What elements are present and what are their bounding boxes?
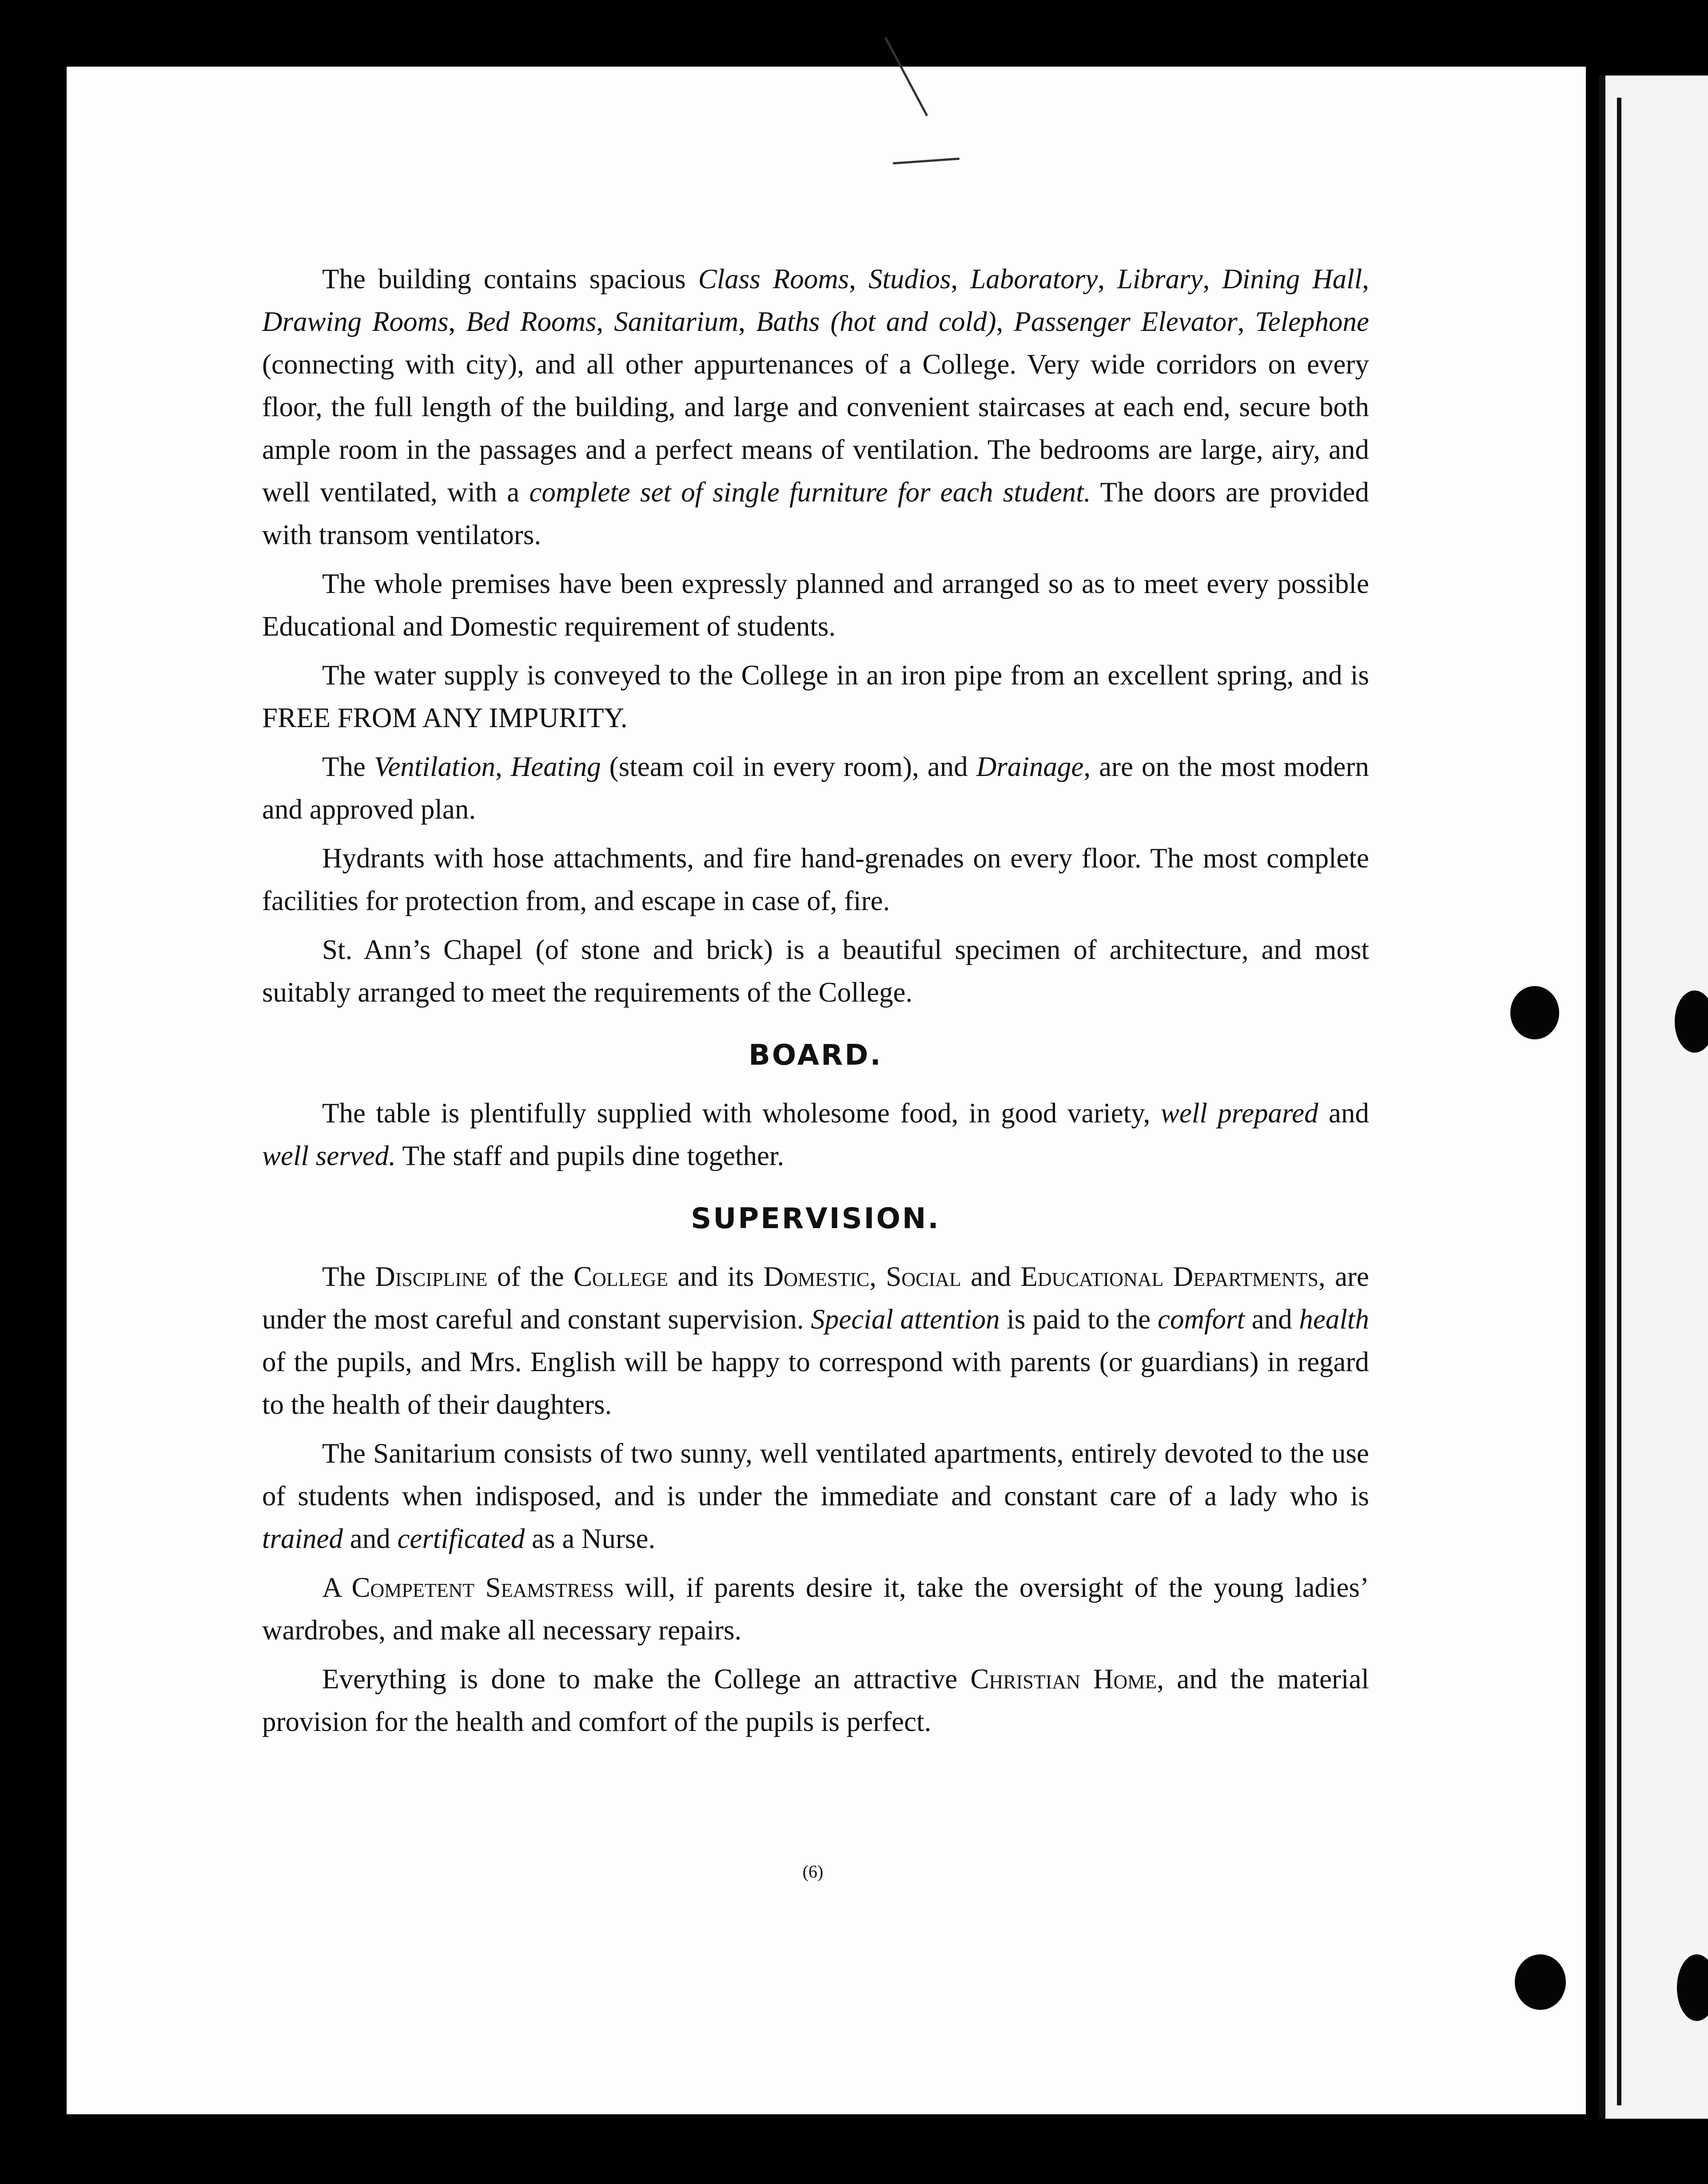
text-run: , (1202, 263, 1222, 294)
italic-text: comfort (1157, 1304, 1245, 1335)
paragraph (262, 1092, 1369, 1177)
supervision-heading: SUPERVISION. (691, 1202, 940, 1235)
italic-text: well prepared (1160, 1098, 1318, 1129)
text-run: , (448, 306, 466, 337)
ink-blot (1515, 1954, 1566, 2010)
small-caps-text: Domestic (763, 1261, 870, 1292)
text-run: The water supply is conveyed to the College in an iron pipe from an excellent spring, and is FREE FROM ANY IMPURITY. (262, 660, 1369, 733)
text-run: , and the material provision for the health and comfort of the pupils is perfect. (262, 1663, 1370, 1737)
page-edge-rule (1617, 98, 1621, 2105)
italic-text: Sanitarium (614, 306, 739, 337)
text-run: is paid to the (999, 1304, 1158, 1335)
text-run: (steam coil in every room), and (601, 751, 976, 782)
text-run: , (1237, 306, 1255, 337)
text-run: The staff and pupils dine together. (395, 1140, 784, 1171)
small-caps-text: Social (886, 1261, 961, 1292)
italic-text: health (1299, 1304, 1369, 1335)
text-run: St. Ann’s Chapel (of stone and brick) is a beautiful specimen of architecture, and most suitably arranged to meet the requirements of the College. (262, 934, 1369, 1008)
italic-text: Heating (510, 751, 601, 782)
intro-section (262, 258, 1369, 1014)
text-run: , (1362, 263, 1370, 294)
paragraph (262, 1432, 1369, 1560)
paragraph (262, 1566, 1369, 1651)
paragraph (262, 654, 1369, 739)
text-run: The building contains spacious (322, 263, 698, 294)
text-run: A (322, 1572, 352, 1603)
italic-text: complete set of single furniture for each student. (529, 477, 1091, 508)
board-section (262, 1092, 1369, 1177)
text-run: The (322, 751, 374, 782)
italic-text: Dining Hall (1222, 263, 1362, 294)
board-heading: BOARD. (748, 1039, 883, 1072)
small-caps-text: College (573, 1261, 669, 1292)
text-run: The doors are provided with transom ventilators. (262, 477, 1370, 550)
text-run: The table is plentifully supplied with wholesome food, in good variety, (322, 1098, 1161, 1129)
text-run: The (322, 1261, 375, 1292)
text-run: , (849, 263, 868, 294)
text-run: (connecting with city), and all other appurtenances of a College. Very wide corridors on every floor, the full length of the building, and large and convenient staircases at each end, secure both ample room in the passages and a perfect means of ventilation. The bedrooms are large, airy, and well ventilated, with a (262, 349, 1369, 508)
text-run: , (596, 306, 614, 337)
text-run: and (961, 1261, 1021, 1292)
italic-text: certificated (397, 1523, 525, 1554)
italic-text: Studios (868, 263, 951, 294)
italic-text: Ventilation (374, 751, 495, 782)
paragraph (262, 1658, 1369, 1743)
paragraph (262, 745, 1369, 831)
text-run: will, if parents desire it, take the oversight of the young ladies’ wardrobes, and make all necessary repairs. (262, 1572, 1369, 1646)
italic-text: Drainage (976, 751, 1084, 782)
text-run: , are under the most careful and constant supervision. (262, 1261, 1369, 1335)
italic-text: Laboratory (970, 263, 1098, 294)
adjacent-page-edge (1599, 76, 1708, 2119)
small-caps-text: Discipline (375, 1261, 488, 1292)
italic-text: Class Rooms (698, 263, 849, 294)
text-run: , (869, 1261, 886, 1292)
italic-text: Telephone (1255, 306, 1370, 337)
small-caps-text: Educational Departments (1020, 1261, 1319, 1292)
text-run: , (996, 306, 1014, 337)
ink-blot (1510, 986, 1559, 1039)
text-run: The Sanitarium consists of two sunny, well ventilated apartments, entirely devoted to the use of students when indisposed, and is under the immediate and constant care of a lady who is (262, 1438, 1369, 1512)
small-caps-text: Competent Seamstress (351, 1572, 614, 1603)
text-run: Everything is done to make the College an attractive (322, 1663, 971, 1695)
supervision-section (262, 1255, 1369, 1743)
page-content (262, 258, 1369, 1749)
small-caps-text: Christian Home (970, 1663, 1157, 1695)
italic-text: Bed Rooms (466, 306, 597, 337)
text-run: as a Nurse. (525, 1523, 656, 1554)
text-run: and (343, 1523, 398, 1554)
paragraph (262, 258, 1369, 556)
text-run: The whole premises have been expressly planned and arranged so as to meet every possible Educational and Domestic requirement of students. (262, 568, 1369, 642)
italic-text: Special attention (811, 1304, 1000, 1335)
italic-text: Passenger Elevator (1014, 306, 1238, 337)
text-run: , (495, 751, 511, 782)
italic-text: Baths (hot and cold) (756, 306, 996, 337)
text-run: and (1244, 1304, 1299, 1335)
paragraph (262, 837, 1369, 922)
paragraph (262, 928, 1369, 1014)
text-run: of the (487, 1261, 573, 1292)
text-run: of the pupils, and Mrs. English will be happy to correspond with parents (or guardians) in regard to the health of their daughters. (262, 1346, 1369, 1420)
text-run: and its (668, 1261, 764, 1292)
text-run: and (1318, 1098, 1369, 1129)
text-run: , (1098, 263, 1118, 294)
paragraph (262, 1255, 1369, 1426)
italic-text: trained (262, 1523, 343, 1554)
paragraph (262, 562, 1369, 648)
page-number: (6) (802, 1862, 824, 1882)
italic-text: well served. (262, 1140, 396, 1171)
text-run: Hydrants with hose attachments, and fire hand-grenades on every floor. The most complete facilities for protection from, and escape in case of, fire. (262, 843, 1369, 916)
italic-text: Library (1117, 263, 1203, 294)
italic-text: Drawing Rooms (262, 306, 449, 337)
text-run: , (951, 263, 971, 294)
text-run: , are on the most modern and approved plan. (262, 751, 1370, 825)
text-run: , (738, 306, 756, 337)
